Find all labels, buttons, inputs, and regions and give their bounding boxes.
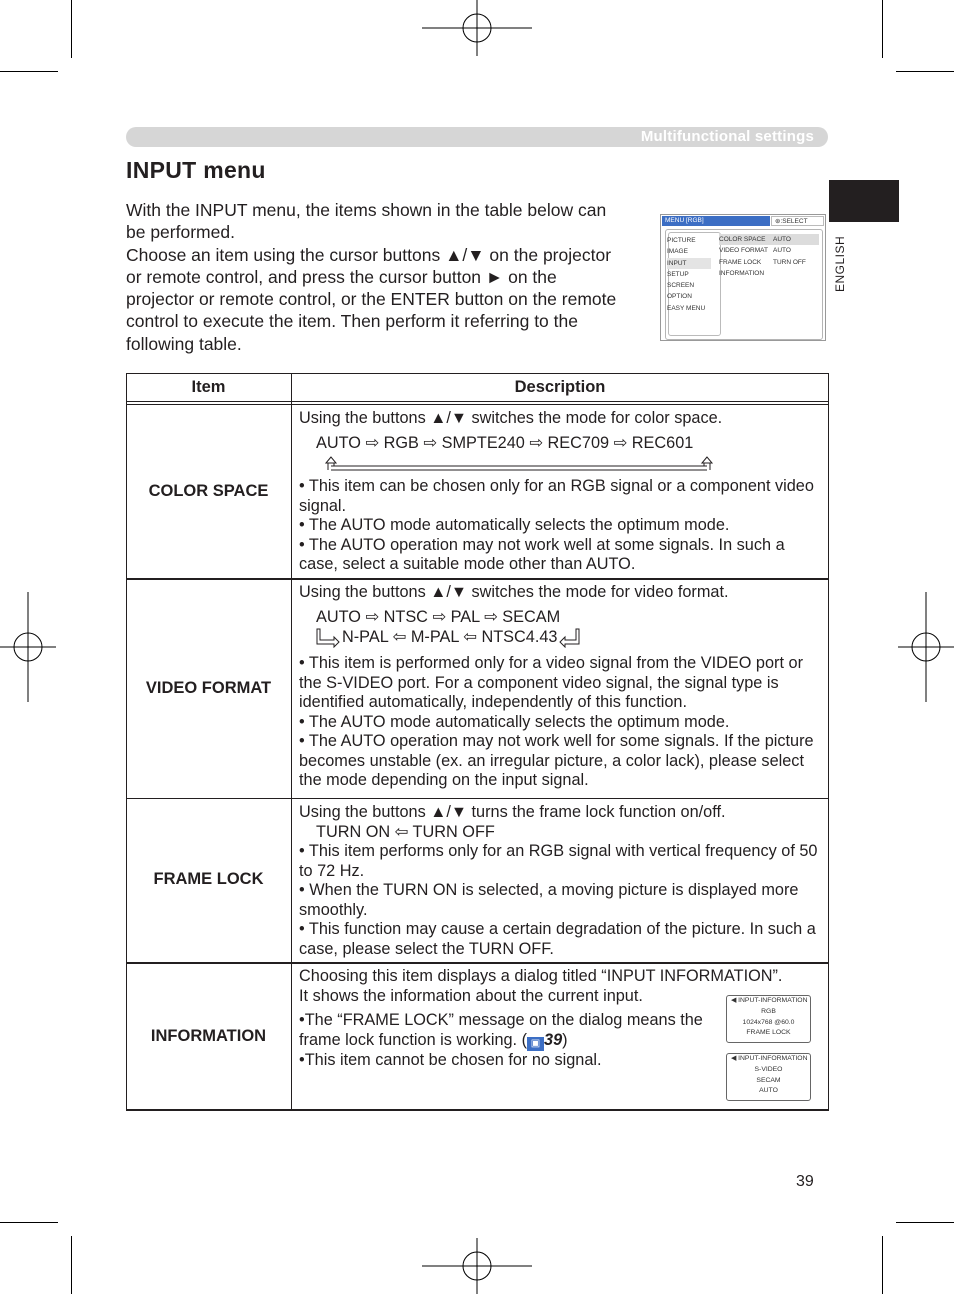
color-space-description: [299, 409, 824, 575]
crop-mark: [0, 1222, 58, 1223]
turn-arrow-icon: [557, 628, 581, 648]
menu-select-hint: [771, 216, 824, 226]
input-information-dialog-rgb: [726, 995, 811, 1043]
submenu-value: AUTO: [773, 247, 791, 255]
description-text: It shows the information about the current input.: [299, 986, 643, 1005]
return-arrow-icon: [325, 453, 725, 473]
row-label-video-format: VIDEO FORMAT: [145, 679, 272, 697]
column-header-description: Description: [514, 378, 606, 396]
submenu-name: VIDEO FORMAT: [719, 247, 768, 255]
registration-mark: [0, 592, 60, 702]
menu-item-selected[interactable]: INPUT: [667, 258, 711, 269]
description-text: Choosing this item displays a dialog titled “INPUT INFORMATION”.: [299, 967, 783, 985]
menu-select-text: :SELECT: [780, 218, 808, 225]
submenu-name: COLOR SPACE: [719, 236, 766, 243]
description-note: • This function may cause a certain degradation of the picture. In such a case, please select the TURN OFF.: [299, 920, 816, 958]
left-arrow-icon: ◀: [731, 997, 737, 1004]
menu-item[interactable]: SCREEN: [667, 282, 695, 290]
intro-text: [126, 199, 626, 355]
input-menu-table: [126, 373, 829, 1111]
menu-items: [667, 235, 711, 314]
dialog-line: AUTO: [759, 1087, 778, 1095]
description-note: • This item performs only for an RGB signal with vertical frequency of 50 to 72 Hz.: [299, 842, 818, 880]
language-label: ENGLISH: [833, 235, 847, 292]
page-reference-link[interactable]: 39: [544, 1030, 563, 1049]
dialog-line: SECAM: [756, 1076, 781, 1084]
table-border: [126, 1109, 829, 1111]
mode-sequence: TURN ON ⇦ TURN OFF: [316, 822, 495, 841]
dialog-title-row: [727, 1054, 810, 1065]
row-label-information: INFORMATION: [150, 1027, 267, 1045]
table-border: [126, 373, 829, 374]
description-note: • This item is performed only for a video signal from the VIDEO port or the S-VIDEO port. For a component video signal, the signal type is identified automatically, independently of this function.: [299, 654, 803, 711]
dialog-line: 1024x768 @60.0: [742, 1018, 795, 1026]
row-label-frame-lock: FRAME LOCK: [153, 870, 264, 888]
intro-paragraph: With the INPUT menu, the items shown in the table below can be performed.: [126, 200, 607, 243]
crop-mark: [896, 1222, 954, 1223]
menu-title: MENU [RGB]: [662, 216, 770, 226]
section-header-label: Multifunctional settings: [640, 128, 814, 145]
frame-lock-note: [299, 1011, 709, 1051]
description-note: • When the TURN ON is selected, a moving picture is displayed more smoothly.: [299, 881, 799, 919]
video-format-description: [299, 583, 824, 791]
menu-item[interactable]: PICTURE: [667, 237, 696, 244]
description-note: • The AUTO operation may not work well at some signals. In such a case, select a suitable mode other than AUTO.: [299, 535, 785, 573]
submenu-row[interactable]: [719, 234, 819, 245]
description-text: •The “FRAME LOCK” message on the dialog means the frame lock function is working. (: [299, 1011, 703, 1049]
menu-submenu: [719, 234, 819, 279]
submenu-name: INFORMATION: [719, 269, 765, 277]
crop-mark: [0, 71, 58, 72]
left-arrow-icon: ◀: [731, 1055, 737, 1062]
submenu-value: TURN OFF: [773, 258, 806, 266]
mode-sequence: AUTO ⇨ RGB ⇨ SMPTE240 ⇨ REC709 ⇨ REC601: [316, 433, 694, 452]
registration-mark: [422, 1238, 532, 1294]
table-border: [126, 401, 829, 402]
description-text: Using the buttons ▲/▼ turns the frame lock function on/off.: [299, 803, 726, 821]
table-border: [126, 404, 829, 405]
table-border: [126, 962, 829, 964]
description-note: • This item can be chosen only for an RGB signal or a component video signal.: [299, 477, 814, 515]
registration-mark: [422, 0, 532, 60]
dialog-title: INPUT-INFORMATION: [738, 997, 808, 1004]
description-note: • The AUTO operation may not work well for some signals. If the picture becomes unstable (ex. an irregular picture, a color lack), please select the mode depending on the input signal.: [299, 732, 814, 789]
mode-sequence-row: [316, 627, 824, 649]
select-icon: ⊛: [775, 218, 781, 225]
page-title: INPUT menu: [126, 157, 266, 183]
submenu-row[interactable]: [719, 268, 819, 279]
menu-item[interactable]: SETUP: [667, 270, 689, 278]
page-number: 39: [796, 1173, 814, 1190]
dialog-title-row: [727, 996, 810, 1007]
column-header-item: Item: [191, 378, 226, 396]
menu-screen: [660, 214, 826, 341]
mode-sequence: AUTO ⇨ NTSC ⇨ PAL ⇨ SECAM: [316, 607, 561, 626]
crop-mark: [71, 1236, 72, 1294]
crop-mark: [896, 71, 954, 72]
dialog-line: S-VIDEO: [754, 1065, 783, 1073]
frame-lock-description: [299, 803, 824, 959]
table-border: [126, 798, 829, 799]
crop-mark: [71, 0, 72, 58]
description-text: •This item cannot be chosen for no signal.: [299, 1050, 602, 1069]
description-text: Using the buttons ▲/▼ switches the mode for color space.: [299, 409, 723, 427]
description-text: ): [562, 1030, 568, 1049]
registration-mark: [898, 592, 954, 702]
language-tab: [829, 180, 899, 222]
dialog-line: RGB: [761, 1007, 776, 1015]
description-text: Using the buttons ▲/▼ switches the mode for video format.: [299, 583, 729, 601]
mode-sequence: N-PAL ⇦ M-PAL ⇦ NTSC4.43: [342, 628, 558, 647]
table-border: [291, 373, 292, 1111]
input-information-dialog-svideo: [726, 1053, 811, 1101]
menu-item[interactable]: OPTION: [667, 293, 692, 301]
dialog-title: INPUT-INFORMATION: [738, 1055, 808, 1062]
description-note: • The AUTO mode automatically selects the optimum mode.: [299, 516, 730, 534]
submenu-row[interactable]: [719, 245, 819, 256]
crop-mark: [882, 1236, 883, 1294]
description-note: • The AUTO mode automatically selects the optimum mode.: [299, 712, 730, 731]
menu-item[interactable]: IMAGE: [667, 248, 688, 256]
submenu-name: FRAME LOCK: [719, 258, 762, 266]
table-border: [126, 578, 829, 580]
dialog-line: FRAME LOCK: [746, 1029, 791, 1037]
book-icon: ▣: [527, 1037, 544, 1051]
turn-arrow-icon: [316, 628, 342, 648]
submenu-value: AUTO: [773, 236, 791, 243]
crop-mark: [882, 0, 883, 58]
intro-paragraph: Choose an item using the cursor buttons ▲/▼ on the projector or remote control, and press the cursor button ► on the projector or remote control, or the ENTER button on the remote control to execute the item. Then perform it referring to the following table.: [126, 244, 617, 354]
row-label-color-space: COLOR SPACE: [148, 482, 269, 500]
submenu-row[interactable]: [719, 257, 819, 268]
menu-item[interactable]: EASY MENU: [667, 304, 706, 312]
